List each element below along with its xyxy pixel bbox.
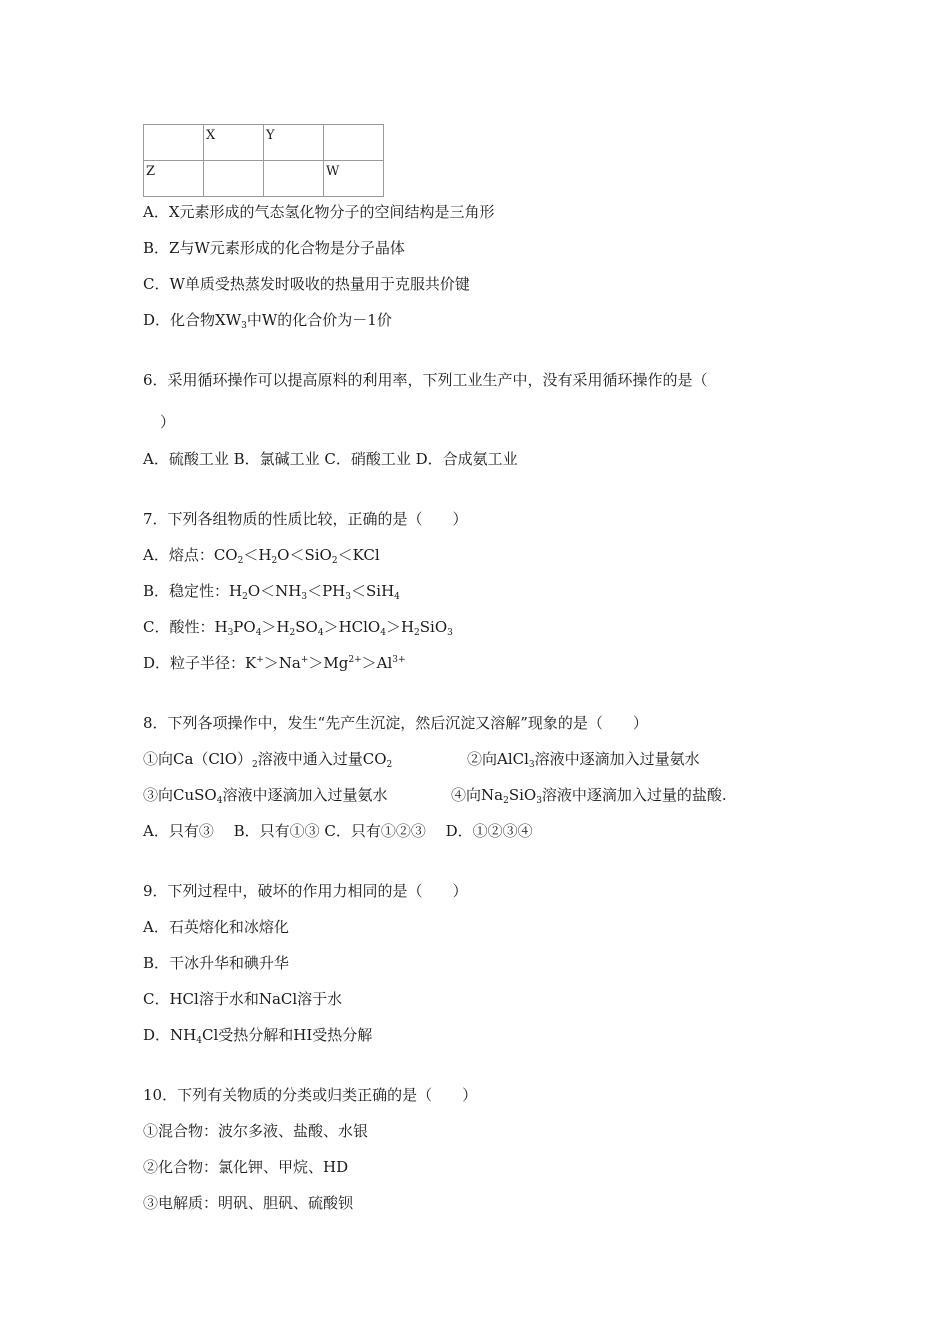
q10-item-2: ②化合物：氯化钾、甲烷、HD [143,1158,349,1176]
q5-option-b: B．Z与W元素形成的化合物是分子晶体 [143,239,405,257]
q9-option-d: D．$NH_4Cl$受热分解和HI受热分解 [143,1026,373,1046]
q6-options: A．硫酸工业 B．氯碱工业 C．硝酸工业 D．合成氨工业 [143,450,518,468]
q7-option-d: D．粒子半径：$K^+>Na^+>Mg^{2+}>Al^{3+}$ [143,654,406,672]
q8-stem: 8．下列各项操作中，发生“先产生沉淀，然后沉淀又溶解”现象的是（ ） [143,714,648,732]
q9-option-c: C．HCl溶于水和NaCl溶于水 [143,990,343,1008]
q7-stem: 7．下列各组物质的性质比较，正确的是（ ） [143,510,468,528]
q8-item-1: ①向$Ca(ClO)_2$溶液中通入过量$CO_2$ [143,750,393,770]
q7-option-c: C．酸性：$H_3PO_4>H_2SO_4>HClO_4>H_2SiO_3$ [143,618,453,638]
q7-option-b: B．稳定性：$H_2O<NH_3<PH_3<SiH_4$ [143,582,400,602]
table-cell: Y [264,125,324,161]
q8-item-2: ②向AlCl$_3$溶液中逐滴加入过量氨水 [467,750,700,770]
table-cell [324,125,384,161]
table-cell: W [324,161,384,197]
q7-option-a: A．熔点：$CO_2<H_2O<SiO_2<KCl$ [143,546,380,566]
q9-option-a: A．石英熔化和冰熔化 [143,918,289,936]
q8-item-3: ③向CuSO$_4$溶液中逐滴加入过量氨水 [143,786,388,806]
q6-stem: 6．采用循环操作可以提高原料的利用率，下列工业生产中，没有采用循环操作的是（ [143,371,708,389]
q10-item-3: ③电解质：明矾、胆矾、硫酸钡 [143,1194,354,1212]
table-cell: X [204,125,264,161]
q5-option-c: C．W单质受热蒸发时吸收的热量用于克服共价键 [143,275,470,293]
table-cell: Z [144,161,204,197]
q9-stem: 9．下列过程中，破坏的作用力相同的是（ ） [143,882,468,900]
q10-stem: 10．下列有关物质的分类或归类正确的是（ ） [143,1086,478,1104]
element-position-table [143,124,384,197]
q9-option-b: B．干冰升华和碘升华 [143,954,290,972]
table-cell [264,161,324,197]
q10-item-1: ①混合物：波尔多液、盐酸、水银 [143,1122,369,1140]
q5-option-a: A．X元素形成的气态氢化物分子的空间结构是三角形 [143,203,495,221]
table-cell [204,161,264,197]
table-cell [144,125,204,161]
q5-option-d: D．化合物$XW_3$中W的化合价为－1价 [143,311,392,331]
q6-stem-end: ） [160,413,176,431]
q8-options: A．只有③ B．只有①③ C．只有①②③ D．①②③④ [143,822,533,840]
table-row [144,161,384,197]
table-row [144,125,384,161]
q8-item-4: ④向$Na_2SiO_3$溶液中逐滴加入过量的盐酸. [451,786,727,806]
